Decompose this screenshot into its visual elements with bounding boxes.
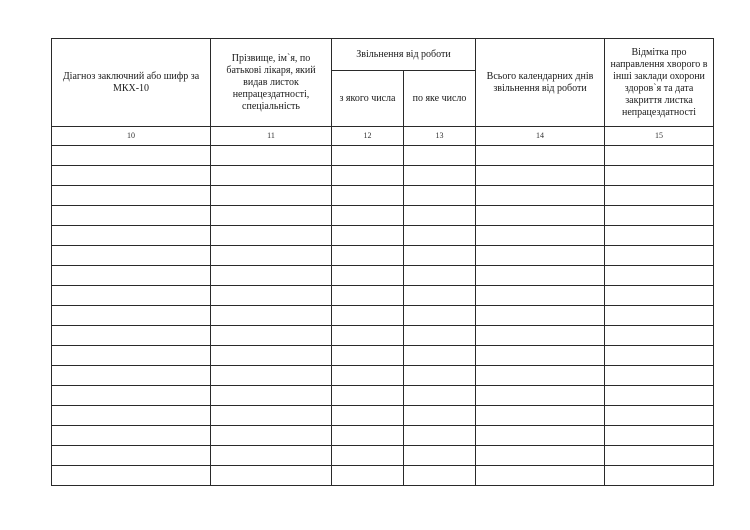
table-cell[interactable] — [332, 146, 404, 166]
column-number: 10 — [52, 127, 211, 146]
table-row — [52, 226, 714, 246]
table-cell[interactable] — [332, 246, 404, 266]
table-cell[interactable] — [211, 166, 332, 186]
table-cell[interactable] — [404, 406, 476, 426]
table-cell[interactable] — [476, 186, 605, 206]
table-cell[interactable] — [52, 146, 211, 166]
table-cell[interactable] — [605, 266, 714, 286]
table-row — [52, 446, 714, 466]
table-cell[interactable] — [211, 366, 332, 386]
table-cell[interactable] — [52, 406, 211, 426]
table-row — [52, 406, 714, 426]
table-cell[interactable] — [332, 166, 404, 186]
table-cell[interactable] — [605, 366, 714, 386]
table-cell[interactable] — [476, 266, 605, 286]
table-cell[interactable] — [211, 146, 332, 166]
table-cell[interactable] — [605, 226, 714, 246]
table-cell[interactable] — [476, 246, 605, 266]
table-cell[interactable] — [211, 266, 332, 286]
table-cell[interactable] — [605, 326, 714, 346]
table-row — [52, 306, 714, 326]
table-cell[interactable] — [476, 206, 605, 226]
table-row — [52, 206, 714, 226]
table-cell[interactable] — [404, 206, 476, 226]
table-cell[interactable] — [404, 146, 476, 166]
table-cell[interactable] — [404, 326, 476, 346]
table-cell[interactable] — [211, 386, 332, 406]
table-cell[interactable] — [605, 286, 714, 306]
table-cell[interactable] — [404, 366, 476, 386]
table-cell[interactable] — [52, 386, 211, 406]
table-cell[interactable] — [332, 466, 404, 486]
table-cell[interactable] — [605, 246, 714, 266]
table-cell[interactable] — [404, 426, 476, 446]
table-cell[interactable] — [211, 306, 332, 326]
table-row — [52, 326, 714, 346]
table-cell[interactable] — [211, 406, 332, 426]
table-row — [52, 146, 714, 166]
table-row — [52, 186, 714, 206]
table-cell[interactable] — [404, 346, 476, 366]
table-cell[interactable] — [332, 226, 404, 246]
column-number: 14 — [476, 127, 605, 146]
table-cell[interactable] — [52, 246, 211, 266]
table-cell[interactable] — [52, 306, 211, 326]
table-cell[interactable] — [211, 346, 332, 366]
header-release-group: Звільнення від роботи — [332, 39, 476, 71]
table-cell[interactable] — [404, 246, 476, 266]
table-cell[interactable] — [404, 306, 476, 326]
table-cell[interactable] — [332, 306, 404, 326]
table-cell[interactable] — [211, 226, 332, 246]
table-cell[interactable] — [332, 406, 404, 426]
table-cell[interactable] — [52, 166, 211, 186]
table-row — [52, 366, 714, 386]
header-release-from: з якого числа — [332, 71, 404, 127]
table-cell[interactable] — [52, 186, 211, 206]
table-cell[interactable] — [332, 386, 404, 406]
table-cell[interactable] — [605, 446, 714, 466]
header-total-days: Всього календарних днів звільнення від роботи — [476, 39, 605, 127]
table-cell[interactable] — [476, 366, 605, 386]
table-cell[interactable] — [404, 446, 476, 466]
table-cell[interactable] — [332, 426, 404, 446]
table-cell[interactable] — [605, 146, 714, 166]
table-cell[interactable] — [605, 186, 714, 206]
table-cell[interactable] — [332, 366, 404, 386]
table-cell[interactable] — [211, 206, 332, 226]
table-cell[interactable] — [476, 426, 605, 446]
table-row — [52, 346, 714, 366]
table-cell[interactable] — [211, 426, 332, 446]
table-cell[interactable] — [605, 346, 714, 366]
table-cell[interactable] — [476, 446, 605, 466]
table-cell[interactable] — [476, 226, 605, 246]
table-body — [52, 146, 714, 486]
table-cell[interactable] — [332, 326, 404, 346]
table-cell[interactable] — [52, 206, 211, 226]
table-cell[interactable] — [332, 186, 404, 206]
table-cell[interactable] — [404, 286, 476, 306]
table-cell[interactable] — [476, 406, 605, 426]
table-cell[interactable] — [332, 346, 404, 366]
table-row — [52, 466, 714, 486]
column-number: 13 — [404, 127, 476, 146]
table-cell[interactable] — [211, 286, 332, 306]
header-diagnosis: Діагноз заключний або шифр за МКХ-10 — [52, 39, 211, 127]
column-number: 12 — [332, 127, 404, 146]
table-row — [52, 266, 714, 286]
table-cell[interactable] — [605, 306, 714, 326]
table-cell[interactable] — [476, 346, 605, 366]
table-cell[interactable] — [52, 446, 211, 466]
column-number: 11 — [211, 127, 332, 146]
table-cell[interactable] — [605, 386, 714, 406]
table-cell[interactable] — [404, 266, 476, 286]
table-header — [52, 39, 714, 146]
column-number-row — [52, 127, 714, 146]
table-cell[interactable] — [211, 326, 332, 346]
table-cell[interactable] — [332, 266, 404, 286]
table-cell[interactable] — [476, 386, 605, 406]
table-cell[interactable] — [476, 466, 605, 486]
table-cell[interactable] — [52, 226, 211, 246]
table-cell[interactable] — [476, 326, 605, 346]
table-cell[interactable] — [476, 166, 605, 186]
table-row — [52, 286, 714, 306]
table-cell[interactable] — [332, 206, 404, 226]
table-cell[interactable] — [211, 466, 332, 486]
table-row — [52, 166, 714, 186]
table-cell[interactable] — [332, 446, 404, 466]
table-cell[interactable] — [404, 466, 476, 486]
table-cell[interactable] — [404, 166, 476, 186]
header-referral-mark: Відмітка про направлення хворого в інші заклади охорони здоров`я та дата закриття листка непрацездатності — [605, 39, 714, 127]
table-cell[interactable] — [52, 426, 211, 446]
table-cell[interactable] — [605, 426, 714, 446]
table-cell[interactable] — [605, 466, 714, 486]
table-cell[interactable] — [404, 226, 476, 246]
table-cell[interactable] — [52, 266, 211, 286]
table-row — [52, 386, 714, 406]
table-cell[interactable] — [332, 286, 404, 306]
header-doctor: Прізвище, ім`я, по батькові лікаря, який видав листок непрацездатності, спеціальність — [211, 39, 332, 127]
table-cell[interactable] — [52, 286, 211, 306]
column-number: 15 — [605, 127, 714, 146]
table-cell[interactable] — [404, 186, 476, 206]
table-cell[interactable] — [52, 346, 211, 366]
table-cell[interactable] — [404, 386, 476, 406]
header-release-to: по яке число — [404, 71, 476, 127]
table-cell[interactable] — [52, 366, 211, 386]
table-cell[interactable] — [211, 186, 332, 206]
table-cell[interactable] — [211, 446, 332, 466]
table-cell[interactable] — [211, 246, 332, 266]
table-cell[interactable] — [605, 166, 714, 186]
table-cell[interactable] — [605, 406, 714, 426]
table-cell[interactable] — [52, 466, 211, 486]
table-cell[interactable] — [52, 326, 211, 346]
table-cell[interactable] — [476, 306, 605, 326]
table-cell[interactable] — [605, 206, 714, 226]
table-cell[interactable] — [476, 286, 605, 306]
table-row — [52, 246, 714, 266]
sick-leave-register-table — [51, 38, 714, 486]
table-cell[interactable] — [476, 146, 605, 166]
table-row — [52, 426, 714, 446]
